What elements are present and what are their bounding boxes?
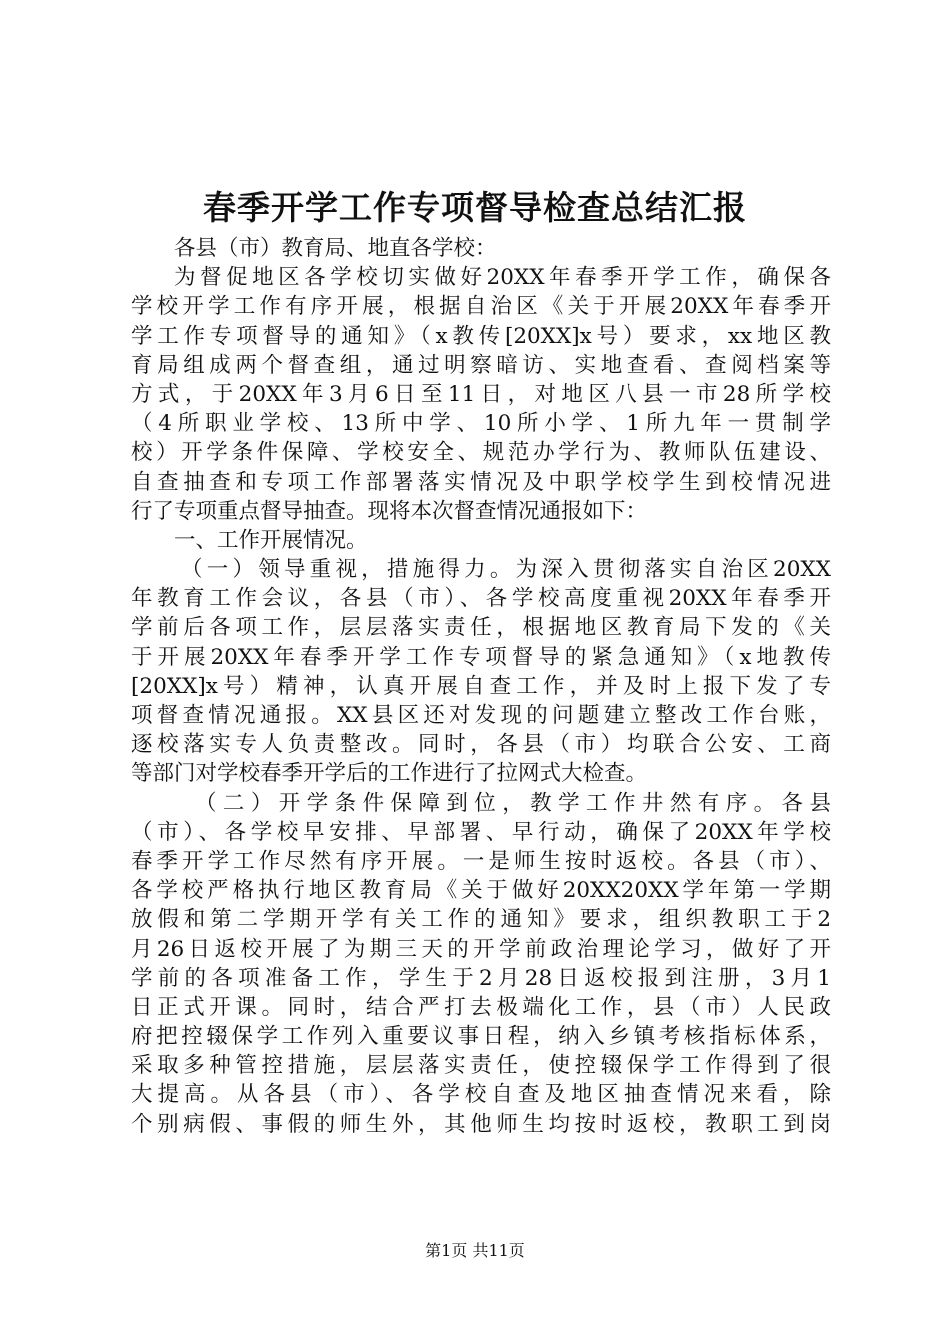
body-line: 校）开学条件保障、学校安全、规范办学行为、教师队伍建设、	[131, 440, 831, 466]
body-line: 等部门对学校春季开学后的工作进行了拉网式大检查。	[131, 761, 648, 787]
document-body	[131, 234, 831, 1139]
page-footer: 第1页 共11页	[425, 1241, 525, 1260]
body-line: 自查抽查和专项工作部署落实情况及中职学校学生到校情况进	[131, 469, 831, 495]
section-heading: 一、工作开展情况。	[174, 527, 368, 553]
body-line: 学工作专项督导的通知》（x教传[20XX]x号）要求，xx地区教	[131, 323, 831, 349]
body-line: 月26日返校开展了为期三天的开学前政治理论学习，做好了开	[131, 936, 831, 962]
body-line: （二）开学条件保障到位，教学工作井然有序。各县	[195, 790, 831, 816]
body-line: 大提高。从各县（市）、各学校自查及地区抽查情况来看，除	[131, 1082, 831, 1108]
body-line: 春季开学工作尽然有序开展。一是师生按时返校。各县（市）、	[131, 848, 831, 874]
body-line: 育局组成两个督查组，通过明察暗访、实地查看、查阅档案等	[131, 352, 831, 378]
body-line: （4所职业学校、13所中学、10所小学、1所九年一贯制学	[131, 411, 831, 437]
body-line: 行了专项重点督导抽查。现将本次督查情况通报如下：	[131, 498, 648, 524]
body-line: 采取多种管控措施，层层落实责任，使控辍保学工作得到了很	[131, 1053, 831, 1079]
body-line: 为督促地区各学校切实做好20XX年春季开学工作，确保各	[174, 265, 831, 291]
body-line: 日正式开课。同时，结合严打去极端化工作，县（市）人民政	[131, 994, 831, 1020]
body-line: 学前后各项工作，层层落实责任，根据地区教育局下发的《关	[131, 615, 831, 641]
body-line: 于开展20XX年春季开学工作专项督导的紧急通知》（x地教传	[131, 644, 831, 670]
body-line: 方式，于20XX年3月6日至11日，对地区八县一市28所学校	[131, 381, 831, 407]
body-line: 年教育工作会议，各县（市）、各学校高度重视20XX年春季开	[131, 586, 831, 612]
body-line: （市）、各学校早安排、早部署、早行动，确保了20XX年学校	[131, 819, 831, 845]
salutation-line: 各县（市）教育局、地直各学校：	[174, 236, 497, 261]
body-line: 府把控辍保学工作列入重要议事日程，纳入乡镇考核指标体系，	[131, 1024, 831, 1050]
body-line: 学校开学工作有序开展，根据自治区《关于开展20XX年春季开	[131, 294, 831, 320]
body-line: 项督查情况通报。XX县区还对发现的问题建立整改工作台账，	[131, 703, 831, 728]
body-line: 个别病假、事假的师生外，其他师生均按时返校，教职工到岗	[131, 1111, 831, 1137]
body-line: [20XX]x号）精神，认真开展自查工作，并及时上报下发了专	[131, 673, 831, 699]
document-title: 春季开学工作专项督导检查总结汇报	[203, 188, 747, 227]
body-line: 逐校落实专人负责整改。同时，各县（市）均联合公安、工商	[131, 732, 831, 758]
body-line: 各学校严格执行地区教育局《关于做好20XX20XX学年第一学期	[131, 878, 831, 904]
body-line: 放假和第二学期开学有关工作的通知》要求，组织教职工于2	[131, 907, 831, 933]
body-line: （一）领导重视，措施得力。为深入贯彻落实自治区20XX	[181, 557, 831, 583]
body-line: 学前的各项准备工作，学生于2月28日返校报到注册，3月1	[131, 965, 831, 991]
